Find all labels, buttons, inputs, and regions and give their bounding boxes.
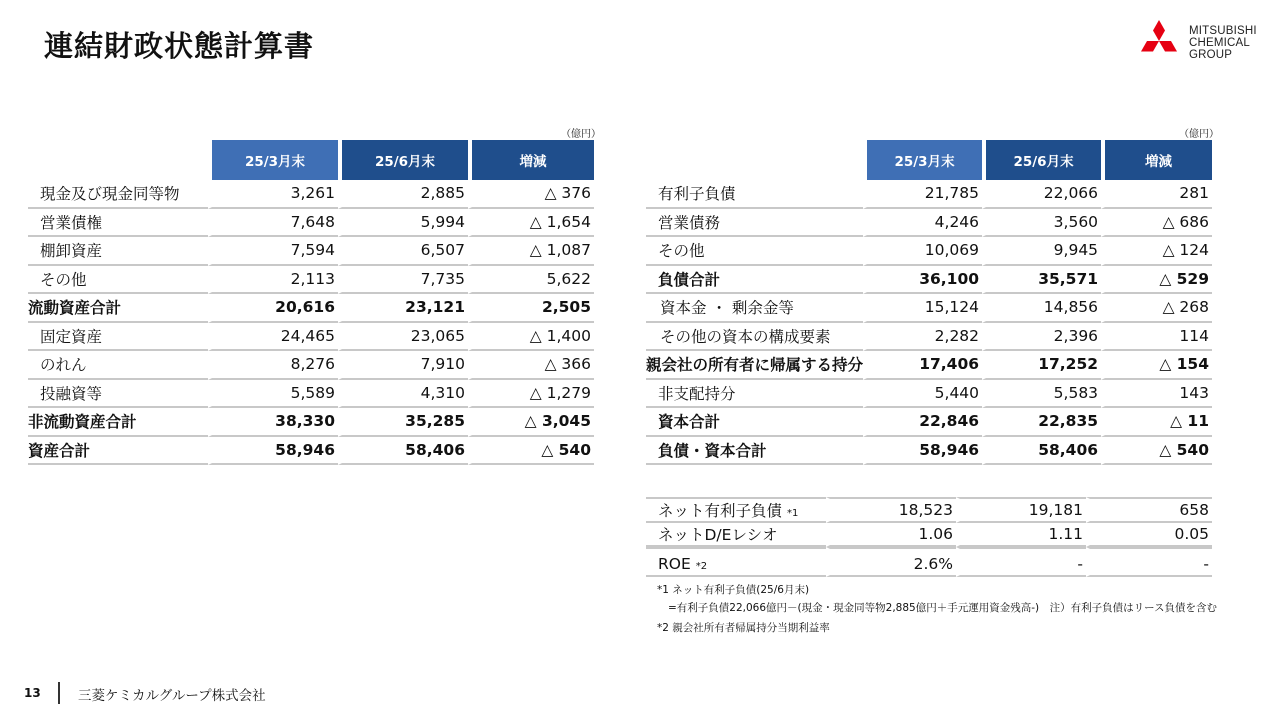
value-mar25: 2.6% [826,547,956,577]
company-logo [1136,20,1256,64]
value-mar25: 7,594 [208,237,338,266]
table-row [646,547,1212,577]
value-jun25: 7,910 [338,351,468,380]
table-row [28,351,594,380]
value-change: 143 [1101,380,1212,409]
value-jun25: 3,560 [982,209,1101,238]
value-change: △ 376 [468,180,594,209]
row-label: 資本金 ・ 剰余金等 [646,294,863,323]
table-row [646,497,1212,523]
row-label: 投融資等 [28,380,208,409]
row-label: 流動資産合計 [28,294,208,323]
value-change: △ 124 [1101,237,1212,266]
value-mar25: 58,946 [208,437,338,466]
value-mar25: 2,282 [863,323,982,352]
row-label: 親会社の所有者に帰属する持分 [646,351,863,380]
value-jun25: 58,406 [982,437,1101,466]
value-change: 114 [1101,323,1212,352]
value-change: △ 540 [1101,437,1212,466]
footnote-1-body: =有利子負債22,066億円－(現金・現金同等物2,885億円＋手元運用資金残高-) 注）有利子負債はリース負債を含む [668,602,1218,614]
value-mar25: 15,124 [863,294,982,323]
value-mar25: 38,330 [208,408,338,437]
value-change: △ 686 [1101,209,1212,238]
value-jun25: 5,583 [982,380,1101,409]
header-change: 増減 [468,140,594,180]
value-jun25: 23,065 [338,323,468,352]
table-row [646,294,1212,323]
row-label: ROE *2 [646,547,826,577]
page-number: 13 [24,686,41,700]
row-label: 固定資産 [28,323,208,352]
value-change: 658 [1086,497,1212,523]
value-jun25: 23,121 [338,294,468,323]
table-row [28,380,594,409]
header-jun25: 25/6月末 [982,140,1101,180]
value-jun25: 2,396 [982,323,1101,352]
table-row [646,380,1212,409]
value-mar25: 58,946 [863,437,982,466]
value-jun25: 9,945 [982,237,1101,266]
table-row [28,266,594,295]
value-change: △ 3,045 [468,408,594,437]
table-row [646,266,1212,295]
unit-label-assets: （億円） [561,129,601,140]
value-jun25: 1.11 [956,523,1086,547]
row-label: ネット有利子負債 *1 [646,497,826,523]
value-jun25: 4,310 [338,380,468,409]
row-label: 有利子負債 [646,180,863,209]
row-label: 負債合計 [646,266,863,295]
table-row [28,294,594,323]
row-label: 非支配持分 [646,380,863,409]
value-change: △ 366 [468,351,594,380]
footnote-2: *2 親会社所有者帰属持分当期利益率 [657,622,830,634]
value-mar25: 5,589 [208,380,338,409]
row-label: 資本合計 [646,408,863,437]
value-jun25: 19,181 [956,497,1086,523]
footer-divider [58,682,60,704]
table-row [28,437,594,466]
row-label: のれん [28,351,208,380]
value-mar25: 2,113 [208,266,338,295]
row-label: その他 [28,266,208,295]
table-row [646,237,1212,266]
row-label: 非流動資産合計 [28,408,208,437]
value-jun25: 22,066 [982,180,1101,209]
value-change: 0.05 [1086,523,1212,547]
value-change: △ 268 [1101,294,1212,323]
value-change: △ 529 [1101,266,1212,295]
value-change: 281 [1101,180,1212,209]
header-blank [28,140,208,180]
value-jun25: 58,406 [338,437,468,466]
value-mar25: 18,523 [826,497,956,523]
header-jun25: 25/6月末 [338,140,468,180]
value-jun25: 2,885 [338,180,468,209]
table-row [646,408,1212,437]
header-mar25: 25/3月末 [863,140,982,180]
value-mar25: 7,648 [208,209,338,238]
value-change: 2,505 [468,294,594,323]
three-diamonds-icon [1136,20,1182,62]
value-mar25: 4,246 [863,209,982,238]
assets-table [28,140,594,465]
value-change: △ 1,654 [468,209,594,238]
value-change: △ 11 [1101,408,1212,437]
row-label: 営業債権 [28,209,208,238]
footnote-mark: *2 [695,561,708,572]
table-row [28,323,594,352]
value-change: - [1086,547,1212,577]
footnote-mark: *1 [786,508,799,519]
value-mar25: 8,276 [208,351,338,380]
value-mar25: 21,785 [863,180,982,209]
value-jun25: 5,994 [338,209,468,238]
liabilities-table [646,140,1212,465]
table-row [646,523,1212,547]
company-name: 三菱ケミカルグループ株式会社 [78,688,266,704]
row-label: ネットD/Eレシオ [646,523,826,547]
value-jun25: 14,856 [982,294,1101,323]
value-mar25: 17,406 [863,351,982,380]
row-label: その他の資本の構成要素 [646,323,863,352]
table-row [28,209,594,238]
row-label: 負債・資本合計 [646,437,863,466]
value-change: △ 1,087 [468,237,594,266]
unit-label-liabilities: （億円） [1179,129,1219,140]
table-row [28,180,594,209]
value-change: △ 1,279 [468,380,594,409]
row-label: 現金及び現金同等物 [28,180,208,209]
table-row [646,180,1212,209]
value-mar25: 1.06 [826,523,956,547]
value-mar25: 36,100 [863,266,982,295]
header-mar25: 25/3月末 [208,140,338,180]
table-row [646,437,1212,466]
ratios-table [646,497,1212,577]
table-row [646,351,1212,380]
value-jun25: 35,571 [982,266,1101,295]
value-jun25: 22,835 [982,408,1101,437]
value-mar25: 22,846 [863,408,982,437]
header-blank [646,140,863,180]
header-change: 増減 [1101,140,1212,180]
table-row [28,237,594,266]
value-change: △ 1,400 [468,323,594,352]
footnote-1-title: *1 ネット有利子負債(25/6月末) [657,584,810,596]
value-jun25: 6,507 [338,237,468,266]
row-label: 営業債務 [646,209,863,238]
value-mar25: 3,261 [208,180,338,209]
logo-wordmark: MITSUBISHI CHEMICAL GROUP [1189,25,1257,61]
row-label: 資産合計 [28,437,208,466]
value-jun25: - [956,547,1086,577]
value-mar25: 24,465 [208,323,338,352]
value-change: 5,622 [468,266,594,295]
table-row [646,209,1212,238]
row-label: その他 [646,237,863,266]
table-row [646,323,1212,352]
table-row [28,408,594,437]
value-change: △ 154 [1101,351,1212,380]
value-mar25: 5,440 [863,380,982,409]
value-jun25: 7,735 [338,266,468,295]
value-jun25: 35,285 [338,408,468,437]
row-label: 棚卸資産 [28,237,208,266]
page-title: 連結財政状態計算書 [44,29,315,63]
value-change: △ 540 [468,437,594,466]
value-mar25: 10,069 [863,237,982,266]
value-jun25: 17,252 [982,351,1101,380]
value-mar25: 20,616 [208,294,338,323]
